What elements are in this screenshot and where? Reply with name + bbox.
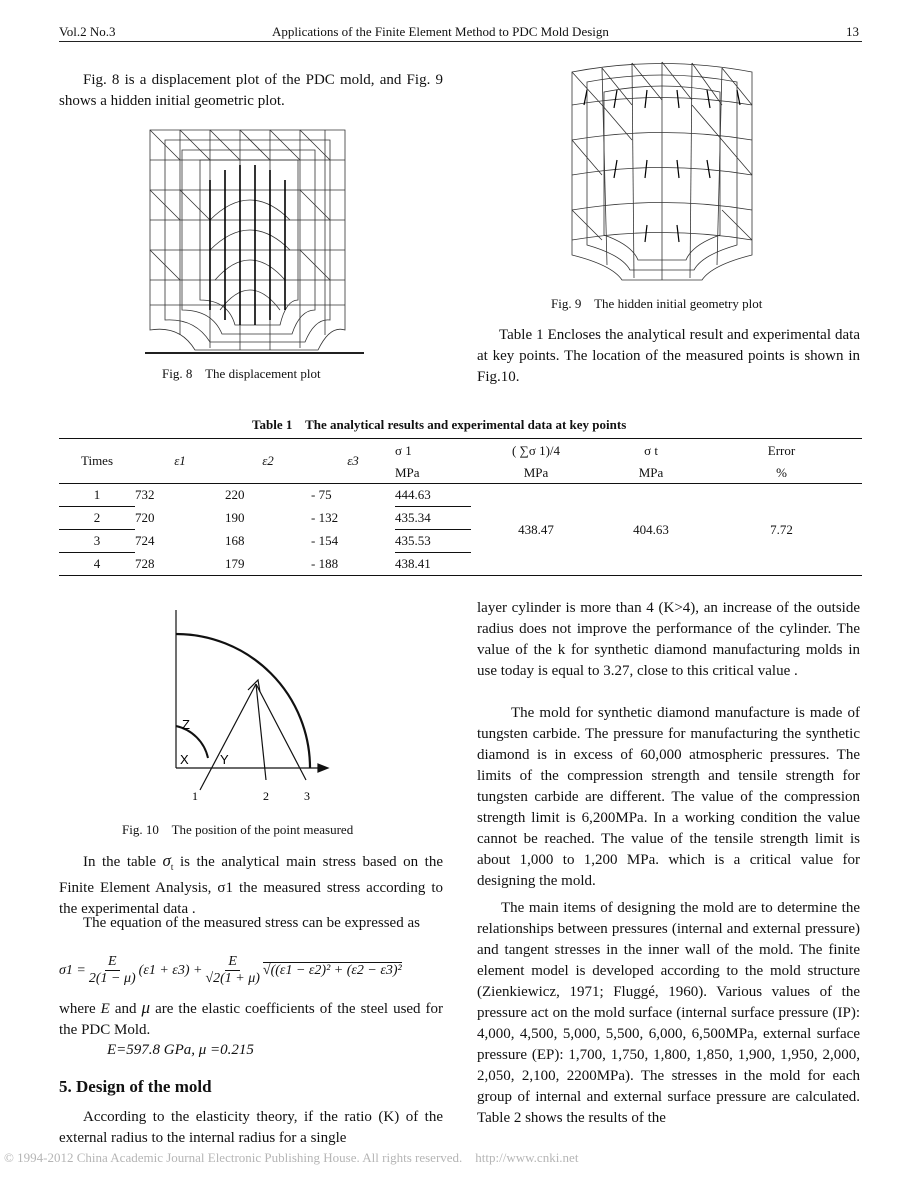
journal-volume: Vol.2 No.3 (59, 24, 116, 39)
th-sigma1-unit: MPa (395, 463, 471, 484)
th-error: Error (701, 439, 862, 464)
th-sigmat: σ t (601, 439, 701, 464)
equation-intro: The equation of the measured stress can be expressed as (83, 915, 420, 931)
table1 (59, 438, 862, 576)
fraction-denominator: √2(1 + μ) (205, 971, 260, 986)
cell-e3: - 132 (311, 510, 339, 525)
symbol-e: E (100, 1001, 110, 1017)
th-e1: ε1 (135, 439, 225, 484)
fig8-displacement-plot (140, 120, 370, 360)
fig10-label-z: Z (182, 717, 190, 732)
sigma-t-paragraph (59, 850, 443, 920)
right-paragraph-1: layer cylinder is more than 4 (K>4), an increase of the outside radius does not improve the performance of the cylinder. The value of the k for synthetic diamond manufacturing molds in use today is equal to 3.27, close to this critical value . (477, 600, 860, 679)
fig10-label-2: 2 (263, 789, 269, 803)
fig10-label-x: X (180, 752, 189, 767)
cell-e2: 179 (225, 553, 311, 576)
equation-fraction-1 (89, 954, 136, 987)
copyright-footer: © 1994-2012 China Academic Journal Electronic Publishing House. All rights reserved. http://www.cnki.net (4, 1150, 579, 1165)
section-heading: 5. Design of the mold (59, 1077, 212, 1096)
page-number: 13 (846, 24, 859, 39)
cell-e2: 168 (225, 533, 245, 548)
symbol-mu: μ (141, 998, 151, 1017)
cell-e1: 724 (135, 533, 155, 548)
right-paragraph-3: The main items of designing the mold are to determine the relationships between pressures (internal and external pressure) and tangent stresses in the inner wall of the mold. The finite element model is developed according to the mold structure (Zienkiewicz, 1971; Fluggé, 1960). Various values of the pressure act on the mold surface (internal surface pressure (IP): 4,000, 4,500, 5,000, 5,500, 6,000, 6,500MPa, external surface pressure (EP): 1,700, 1,750, 1,800, 1,850, 1,900, 1,950, 2,000, 2,050, 2,100, 2200MPa). The stresses in the mold for each group of internal and external surface pressure are calculated. Table 2 shows the results of the (477, 900, 860, 1126)
th-sigmat-unit: MPa (601, 463, 701, 484)
table1-caption: Table 1 The analytical results and experimental data at key points (252, 417, 627, 432)
table-intro-paragraph: Table 1 Encloses the analytical result and experimental data at key points. The location of the measured points is shown in Fig.10. (477, 327, 860, 385)
text-span: In the table (83, 854, 157, 870)
cell-e1: 728 (135, 553, 225, 576)
cell-e1: 732 (135, 487, 155, 503)
th-e2: ε2 (225, 439, 311, 484)
equation-fraction-2 (205, 954, 259, 987)
th-avg-unit: MPa (471, 463, 601, 484)
fig10-measurement-points (160, 600, 340, 810)
header-rule (59, 41, 862, 42)
text-span: are the elastic coefficients of the steel used for the PDC Mold. (59, 1001, 444, 1038)
cell-error: 7.72 (701, 484, 862, 576)
cell-s1: 435.53 (395, 530, 471, 553)
cell-times: 3 (59, 530, 135, 553)
cell-e1: 720 (135, 510, 155, 525)
equation-lhs: σ1 = (59, 962, 86, 978)
fraction-numerator: E (225, 954, 240, 971)
elasticity-paragraph: According to the elasticity theory, if the ratio (K) of the external radius to the internal radius for a single (59, 1109, 443, 1146)
sigma-symbol: σ (162, 851, 171, 870)
cell-e3: - 75 (311, 487, 332, 503)
fig10-label-y: Y (220, 752, 229, 767)
th-sigma1: σ 1 (395, 439, 471, 464)
right-paragraph-2: The mold for synthetic diamond manufacture is made of tungsten carbide. The pressure for manufacturing the synthetic diamond is in excess of 60,000 atmospheric pressures. The limits of the compression strength and tensile strength for tungsten carbide are different. The value of the compression strength limit is 6,200MPa. In a working condition the value cannot be reached. The value of the tensile strength limit is about 1,000 to 1,200 MPa. which is a critical value for designing the mold. (477, 705, 860, 889)
cell-times: 2 (59, 507, 135, 530)
stress-equation (59, 954, 449, 987)
fig9-hidden-geometry-plot (562, 60, 762, 285)
coefficient-values: E=597.8 GPa, μ =0.215 (107, 1042, 254, 1058)
th-avg: ( ∑σ 1)/4 (471, 439, 601, 464)
text-span: is the analytical main stress based on the Finite Element Analysis, σ1 the measured stress according to the experimental data . (59, 854, 443, 917)
fraction-numerator: E (105, 954, 120, 971)
fig10-caption: Fig. 10 The position of the point measured (122, 822, 354, 837)
text-span: and (114, 1001, 137, 1017)
text-span: where (59, 1001, 96, 1017)
cell-avg: 438.47 (471, 484, 601, 576)
cell-e2: 220 (225, 487, 245, 503)
fig9-caption: Fig. 9 The hidden initial geometry plot (551, 296, 763, 311)
equation-middle: (ε1 + ε3) + (138, 962, 203, 978)
fig10-label-3: 3 (304, 789, 310, 803)
cell-times: 4 (59, 553, 135, 576)
table-row (59, 484, 862, 507)
intro-paragraph: Fig. 8 is a displacement plot of the PDC mold, and Fig. 9 shows a hidden initial geometric plot. (59, 72, 443, 109)
running-title: Applications of the Finite Element Method to PDC Mold Design (272, 24, 609, 39)
cell-s1: 435.34 (395, 507, 471, 530)
cell-sigmat: 404.63 (601, 484, 701, 576)
fig8-caption: Fig. 8 The displacement plot (162, 366, 321, 381)
fig10-label-1: 1 (192, 789, 198, 803)
cell-e2: 190 (225, 510, 245, 525)
sigma-subscript: t (170, 862, 174, 872)
coefficients-paragraph (59, 997, 443, 1041)
th-times: Times (59, 439, 135, 484)
cell-e3: - 154 (311, 533, 339, 548)
equation-root: √((ε1 − ε2)² + (ε2 − ε3)² (262, 963, 402, 978)
cell-s1: 444.63 (395, 484, 471, 507)
cell-e3: - 188 (311, 553, 395, 576)
cell-s1: 438.41 (395, 553, 471, 576)
th-error-unit: % (701, 463, 862, 484)
th-e3: ε3 (311, 439, 395, 484)
cell-times: 1 (59, 484, 135, 507)
fraction-denominator: 2(1 − μ) (88, 971, 136, 986)
